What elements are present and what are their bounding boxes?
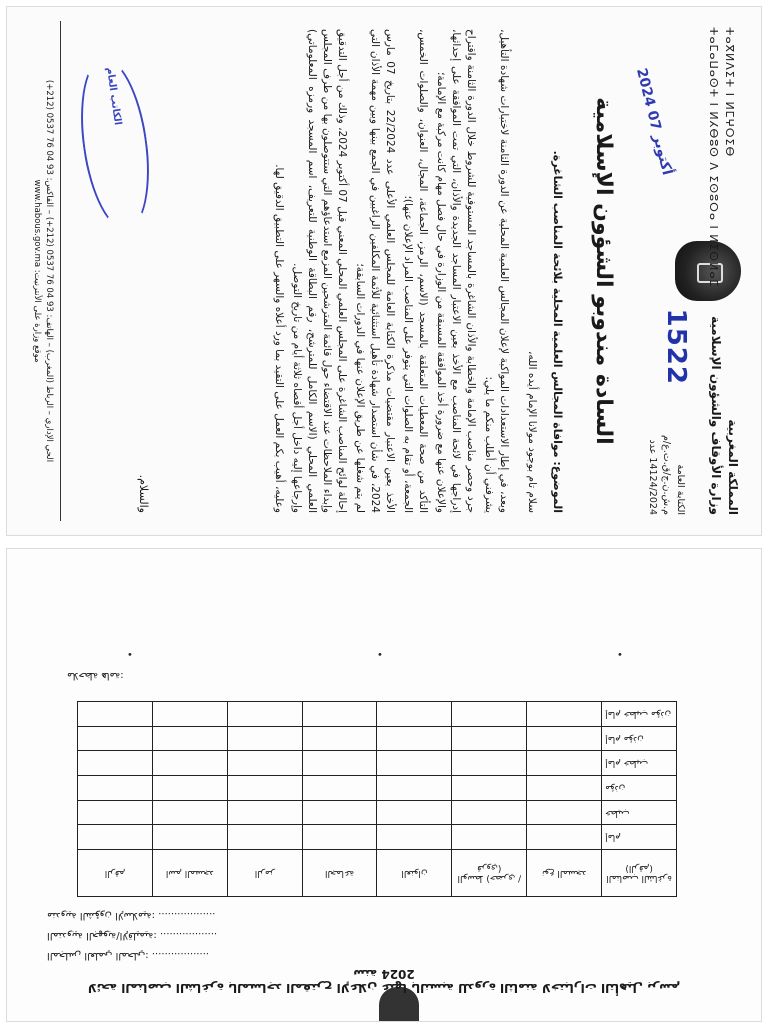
ministry-heading bbox=[707, 316, 741, 515]
form-note: ملاحظة هامة: bbox=[67, 670, 124, 681]
table-header-cell: الجماعة bbox=[302, 850, 377, 897]
reference-label: عدد bbox=[647, 439, 658, 455]
body-paragraph: جرد وحصر مناصب الإمامة والخطابة والأذان الشاغرة بالمساجد المستوفية للشروط خلال الدورة الثامنة واقتراح إدراجها في لائحة المناصب مع الأخذ بعين الاعتبار المساجد الجديدة والأذان، التي تمت الموافقة على إحداثها، والإعلان عنها مع ضرورة أخذ الموافقة المسبقة من الوزارة في حال فصل مهام كانت مركبة مع الإمامة؛ bbox=[435, 29, 477, 513]
table-row bbox=[78, 776, 677, 801]
footer-divider bbox=[60, 21, 61, 521]
body-paragraph: إحالة لوائح المناصب الشاغرة على المجلس العلمي المحلي المعني قبل 07 أكتوبر 2024، وذلك من أجل التدقيق وإبداء الملاحظات عند الاقتضاء حول قائمة المترشحين المزمع استدعاؤهم التي ستتوصلون بها من طرف المجلس العلمي المحلي (الاسم الكامل للمترشح، رقم البطاقة الوطنية للتعريف، اسم المسجد ورمزه المعلوماتي) وإرجاعها إليه داخل أجل أقصاه ثلاثة أيام من تاريخ التوصل. bbox=[291, 29, 348, 513]
greeting: سلام تام بوجود مولانا الإمام أيده الله، bbox=[526, 350, 538, 513]
table-header-cell: نوع المسجد bbox=[527, 850, 602, 897]
row-label: خطيب bbox=[602, 800, 677, 825]
form-page bbox=[6, 548, 762, 1022]
footer-address: الحي الإداري – الرباط (المغرب) – الهاتف: 93 04 76 0537 (212+) – الفاكس: 93 04 76 0537 (212+) bbox=[44, 79, 54, 463]
reference-block bbox=[645, 435, 687, 515]
amazigh-heading bbox=[705, 27, 737, 287]
table-header-cell: اسم المسجد bbox=[152, 850, 227, 897]
table-header-cell: الرمز bbox=[227, 850, 302, 897]
letter-header bbox=[632, 7, 747, 535]
letter-content bbox=[7, 7, 761, 535]
letter-footer bbox=[31, 21, 55, 521]
kingdom-name: المملكة المغربية bbox=[726, 419, 740, 515]
body-paragraph: وبعد، في إطار الاستعدادات المواكبة لإعلان المجالس العلمية المحلية عن الدورة الثامنة لاختبارات شهادة التأهيل، يشرفني أن أطلب منكم ما يلي: bbox=[483, 29, 510, 513]
ministry-name: وزارة الأوقاف والشؤون الإسلامية bbox=[709, 316, 723, 515]
table-row bbox=[78, 702, 677, 727]
signature bbox=[71, 47, 151, 237]
closing: والسلام. bbox=[137, 474, 150, 513]
dot-marker: • bbox=[127, 648, 133, 659]
row-label: إمام خطيب مؤذن bbox=[602, 702, 677, 727]
date-stamp: 2024 أكتوبر 07 bbox=[632, 66, 676, 177]
row-label: إمام bbox=[602, 825, 677, 850]
row-label: إمام خطيب bbox=[602, 751, 677, 776]
footer-website: موقع وزارة على الأنترنيت: www.habous.gov.ma bbox=[32, 179, 42, 363]
form-content bbox=[7, 549, 761, 1021]
vacancies-table bbox=[77, 701, 677, 897]
reference-number: 1522 bbox=[661, 308, 691, 385]
row-label: إمام مؤذن bbox=[602, 726, 677, 751]
table-row bbox=[78, 726, 677, 751]
letter-subject: الموضوع: موافاة المجالس العلمية المحلية بلائحة المناصب الشاغرة. bbox=[551, 150, 564, 513]
reference-year: 14124/2024 bbox=[647, 457, 658, 515]
table-row bbox=[78, 800, 677, 825]
amazigh-line-2: ⵜⴰⵎⴰⵡⴰⵙⵜ ⵏ ⵍⵃⴱⵓⵙ ⴷ ⵉⵙⵓⵔⴰ ⵏ ⵍⵉⵙⵍⴰⵎ bbox=[707, 27, 720, 288]
body-paragraph: وعليه، أهيب بكم العمل على التقيد بما ورد أعلاه والسهر على التطبيق الدقيق لها. bbox=[273, 164, 285, 513]
dot-marker: • bbox=[377, 648, 383, 659]
table-row bbox=[78, 751, 677, 776]
row-label: مؤذن bbox=[602, 776, 677, 801]
table-header-cell: الوسط (حضري / قروي) bbox=[452, 850, 527, 897]
form-field-regional: المندوبية الجهوية/الإقليمية: .................. bbox=[47, 930, 218, 941]
body-paragraph: التأكد من صحة المعطيات المتعلقة بالمسجد (الاسم، الرمز، الجماعة، المجال، العنوان، والصلوات الخمس، الجمعة، أو تقام به الصلوات التي يتوفر على المناصب المراد الإعلان عنها)؛ bbox=[402, 29, 429, 513]
table-header-cell: الرقم bbox=[78, 850, 153, 897]
reference-code: م.ش.ن.ج/ق.ت.ع/م bbox=[661, 435, 672, 515]
office-name: الكتابة العامة bbox=[675, 464, 686, 515]
dot-marker: • bbox=[617, 648, 623, 659]
letter-body bbox=[268, 29, 511, 513]
form-field-council: المجلس العلمي المحلي: .................. bbox=[47, 950, 210, 961]
table-header-cell: المناصب الشاغرة (الرقم) bbox=[602, 850, 677, 897]
addressee: السادة مندوبو الشؤون الإسلامية bbox=[591, 97, 616, 445]
table-header-row bbox=[78, 850, 677, 897]
form-field-delegation: مندوبية الشؤون الإسلامية: .................. bbox=[47, 910, 216, 921]
form-title: لائحة المناصب الشاغرة بالمساجد المقترح الإعلان عنها بالنسبة للدورة الثامنة لاختبارات التأهيل برسم سنة 2024 bbox=[87, 967, 681, 995]
table-header-cell: العنوان bbox=[377, 850, 452, 897]
body-paragraph: الأخذ بعين الاعتبار مقتضيات مذكرة الكتابة العامة للمجلس العلمي الأعلى عدد 22/2024 بتاريخ 07 مارس 2024، في شأن استصدار شهادة تأهيل استثنائية للأئمة المكلفين الراغبين في الجمع بينها وبين مهمة الأذان التي لم يتم شغلها عن طريق الإعلان عنها في الدورات السابقة؛ bbox=[354, 29, 396, 513]
letter-page bbox=[6, 6, 762, 536]
amazigh-line-1: ⵜⴰⴳⵍⴷⵉⵜ ⵏ ⵍⵎⵖⵔⵉⴱ bbox=[723, 27, 736, 158]
signature-title: الكاتب العام bbox=[103, 66, 124, 126]
table-row bbox=[78, 825, 677, 850]
